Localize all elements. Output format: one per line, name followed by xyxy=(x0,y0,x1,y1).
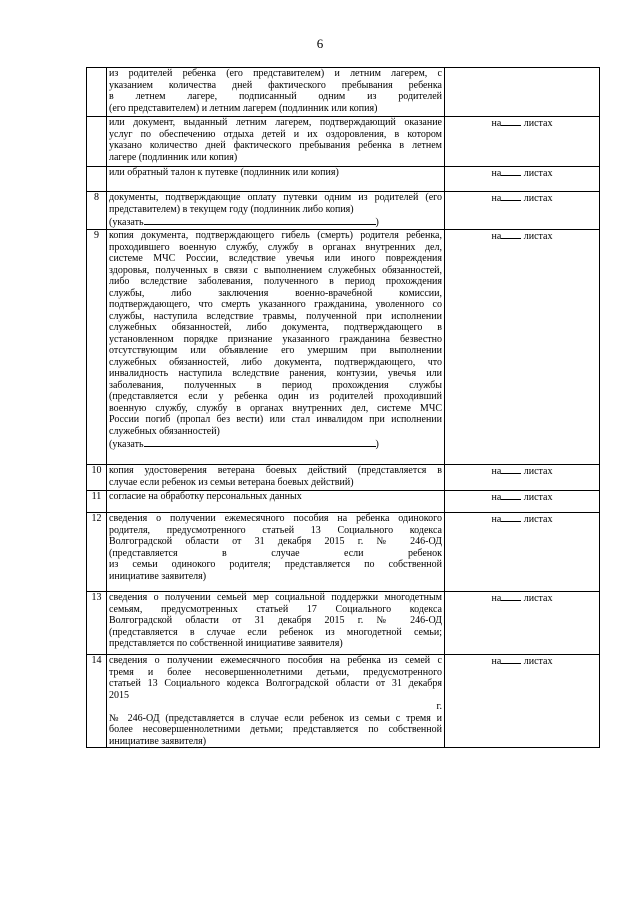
document-description: копия документа, подтверждающего гибель (смерть) родителя ребенка, проходившего военную службу, службу в органах внутренних дел, системе МЧС России, вследствие увечья или иного повреждения здоровья, полученных в связи с выполнением служебных обязанностей, либо вследствие заболевания, полученного в период прохождения службы, либо заключения военно-врачебной комиссии, подтверждающего, что смерть указанного гражданина, уволенного со службы, наступила вследствие травмы, полученной при исполнении служебных обязанностей, либо документа, подтверждающего в установленном порядке признание указанного гражданина безвестно отсутствующим или объявление его умершим при выполнении служебных обязанностей, либо документа, подтверждающего, что инвалидность наступила вследствие ранения, контузии, увечья или заболевания, полученных в период прохождения службы (представляется если у ребенка один из родителей проходивший военную службу, службу в органах внутренних дел, системе МЧС России погиб (пропал без вести) или стал инвалидом при исполнении служебных обязанностей) (указать ) xyxy=(107,230,445,465)
document-description: документы, подтверждающие оплату путевки одним из родителей (его представителем) в текущем году (подлинник либо копия) (указать ) xyxy=(107,192,445,230)
pages-count-field[interactable]: на листах xyxy=(491,492,553,503)
table-row xyxy=(87,655,600,748)
indicate-blank[interactable] xyxy=(144,437,376,447)
document-description: или обратный талон к путевке (подлинник или копия) xyxy=(107,167,445,192)
page-number: 6 xyxy=(316,36,324,51)
row-number: 9 xyxy=(87,230,107,465)
document-description: сведения о получении ежемесячного пособия на ребенка одинокого родителя, предусмотренного статьей 13 Социального кодекса Волгоградской области от 31 декабря 2015 г. № 246-ОД (представляется в случае если ребенок из семьи одинокого родителя; представляется по собственной инициативе заявителя) xyxy=(107,513,445,592)
document-description: копия удостоверения ветерана боевых действий (представляется в случае если ребенок из семьи ветерана боевых действий) xyxy=(107,465,445,491)
document-description: сведения о получении ежемесячного пособия на ребенка из семей с тремя и более несовершеннолетними детьми, предусмотренного статьей 13 Социального кодекса Волгоградской области от 31 декабря 2015 г. № 246-ОД (представляется в случае если ребенок из семьи с тремя и более несовершеннолетними детьми; представляется по собственной инициативе заявителя) xyxy=(107,655,445,748)
row-number xyxy=(87,68,107,117)
pages-count-field[interactable]: на листах xyxy=(491,231,553,242)
pages-cell xyxy=(445,68,600,117)
table-row xyxy=(87,513,600,592)
table-row xyxy=(87,465,600,491)
row-number: 14 xyxy=(87,655,107,748)
pages-cell xyxy=(445,230,600,465)
table-row xyxy=(87,117,600,167)
row-number xyxy=(87,167,107,192)
row-number xyxy=(87,117,107,167)
pages-count-field[interactable]: на листах xyxy=(491,514,553,525)
pages-cell xyxy=(445,513,600,592)
row-number: 8 xyxy=(87,192,107,230)
row-number: 10 xyxy=(87,465,107,491)
document-description: сведения о получении семьей мер социальной поддержки многодетным семьям, предусмотренных статьей 17 Социального кодекса Волгоградской области от 31 декабря 2015 г. № 246-ОД (представляется в случае если ребенок из многодетной семьи; представляется по собственной инициативе заявителя) xyxy=(107,592,445,655)
table-row xyxy=(87,192,600,230)
indicate-blank[interactable] xyxy=(144,215,376,225)
table-row xyxy=(87,491,600,513)
pages-cell xyxy=(445,655,600,748)
pages-count-field[interactable]: на листах xyxy=(491,593,553,604)
pages-count-field[interactable]: на листах xyxy=(491,466,553,477)
row-number: 11 xyxy=(87,491,107,513)
table-row xyxy=(87,592,600,655)
pages-count-field[interactable]: на листах xyxy=(491,118,553,129)
documents-table xyxy=(86,67,600,748)
pages-cell xyxy=(445,592,600,655)
table-row xyxy=(87,167,600,192)
document-description: согласие на обработку персональных данных xyxy=(107,491,445,513)
pages-count-field[interactable]: на листах xyxy=(491,168,553,179)
pages-cell xyxy=(445,465,600,491)
pages-cell xyxy=(445,491,600,513)
pages-count-field[interactable]: на листах xyxy=(491,656,553,667)
pages-count-field[interactable]: на листах xyxy=(491,193,553,204)
pages-cell xyxy=(445,167,600,192)
document-description: или документ, выданный летним лагерем, подтверждающий оказание услуг по обеспечению отдыха детей и их оздоровления, в котором указано количество дней фактического пребывания ребенка в летнем лагере (подлинник или копия) xyxy=(107,117,445,167)
document-description: из родителей ребенка (его представителем) и летним лагерем, с указанием количества дней фактического пребывания ребенка в летнем лагере, подписанный одним из родителей (его представителем) и летним лагерем (подлинник или копия) xyxy=(107,68,445,117)
table-row xyxy=(87,68,600,117)
row-number: 12 xyxy=(87,513,107,592)
pages-cell xyxy=(445,192,600,230)
row-number: 13 xyxy=(87,592,107,655)
table-row xyxy=(87,230,600,465)
pages-cell xyxy=(445,117,600,167)
